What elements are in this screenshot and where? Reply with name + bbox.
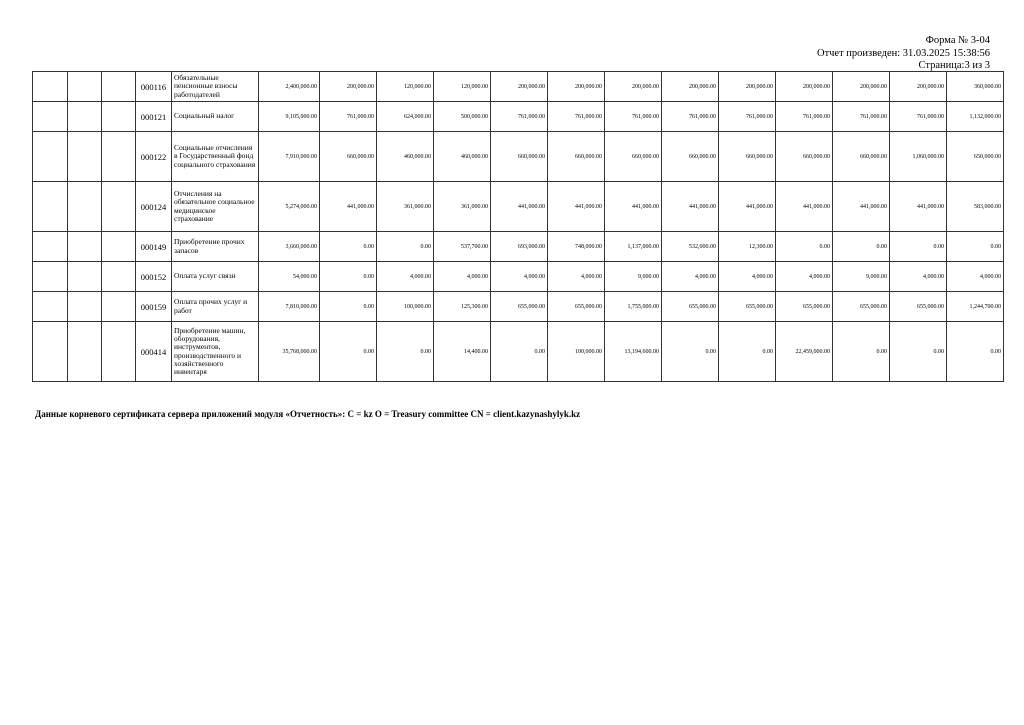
row-total: 7,810,000.00 [259, 292, 320, 322]
row-month-value: 12,300.00 [719, 232, 776, 262]
row-month-value: 441,000.00 [719, 182, 776, 232]
row-month-value: 4,000.00 [776, 262, 833, 292]
row-month-value: 200,000.00 [890, 72, 947, 102]
row-month-value: 360,000.00 [947, 72, 1004, 102]
empty-cell [33, 262, 68, 292]
row-month-value: 761,000.00 [548, 102, 605, 132]
empty-cell [68, 232, 102, 262]
empty-cell [68, 102, 102, 132]
row-month-value: 500,000.00 [434, 102, 491, 132]
row-month-value: 441,000.00 [662, 182, 719, 232]
row-month-value: 441,000.00 [833, 182, 890, 232]
row-month-value: 0.00 [377, 232, 434, 262]
empty-cell [68, 262, 102, 292]
row-month-value: 655,000.00 [833, 292, 890, 322]
page-number: Страница:3 из 3 [918, 60, 990, 71]
row-month-value: 460,000.00 [434, 132, 491, 182]
row-month-value: 4,000.00 [719, 262, 776, 292]
row-total: 3,660,000.00 [259, 232, 320, 262]
row-month-value: 655,000.00 [548, 292, 605, 322]
row-month-value: 4,000.00 [377, 262, 434, 292]
row-code: 000149 [136, 232, 172, 262]
row-month-value: 0.00 [776, 232, 833, 262]
row-month-value: 761,000.00 [776, 102, 833, 132]
row-month-value: 0.00 [890, 322, 947, 382]
row-total: 7,910,000.00 [259, 132, 320, 182]
row-month-value: 14,400.00 [434, 322, 491, 382]
row-month-value: 0.00 [491, 322, 548, 382]
row-month-value: 655,000.00 [776, 292, 833, 322]
row-month-value: 120,000.00 [377, 72, 434, 102]
row-month-value: 1,755,000.00 [605, 292, 662, 322]
table-row [33, 292, 1004, 322]
empty-cell [102, 72, 136, 102]
row-code: 000116 [136, 72, 172, 102]
row-month-value: 9,000.00 [605, 262, 662, 292]
empty-cell [33, 322, 68, 382]
empty-cell [33, 72, 68, 102]
empty-cell [33, 292, 68, 322]
row-month-value: 532,000.00 [662, 232, 719, 262]
empty-cell [68, 182, 102, 232]
empty-cell [102, 232, 136, 262]
row-month-value: 200,000.00 [548, 72, 605, 102]
row-month-value: 4,000.00 [947, 262, 1004, 292]
form-number: Форма № 3-04 [925, 35, 990, 46]
row-name: Социальные отчисления в Государственный фонд социального страхования [172, 132, 259, 182]
row-name: Приобретение прочих запасов [172, 232, 259, 262]
row-month-value: 441,000.00 [605, 182, 662, 232]
row-month-value: 0.00 [833, 322, 890, 382]
row-month-value: 4,000.00 [491, 262, 548, 292]
row-month-value: 693,000.00 [491, 232, 548, 262]
row-month-value: 13,194,600.00 [605, 322, 662, 382]
row-month-value: 624,000.00 [377, 102, 434, 132]
row-month-value: 4,000.00 [662, 262, 719, 292]
row-month-value: 1,137,000.00 [605, 232, 662, 262]
row-month-value: 0.00 [833, 232, 890, 262]
row-month-value: 761,000.00 [890, 102, 947, 132]
row-month-value: 200,000.00 [662, 72, 719, 102]
row-month-value: 655,000.00 [662, 292, 719, 322]
row-month-value: 761,000.00 [833, 102, 890, 132]
row-month-value: 200,000.00 [491, 72, 548, 102]
row-month-value: 1,060,000.00 [890, 132, 947, 182]
row-month-value: 100,000.00 [377, 292, 434, 322]
row-month-value: 660,000.00 [833, 132, 890, 182]
empty-cell [68, 322, 102, 382]
row-month-value: 1,132,000.00 [947, 102, 1004, 132]
row-month-value: 0.00 [320, 262, 377, 292]
empty-cell [102, 262, 136, 292]
empty-cell [68, 132, 102, 182]
row-month-value: 0.00 [320, 322, 377, 382]
row-month-value: 200,000.00 [719, 72, 776, 102]
row-month-value: 583,000.00 [947, 182, 1004, 232]
row-code: 000159 [136, 292, 172, 322]
row-code: 000414 [136, 322, 172, 382]
row-month-value: 4,000.00 [434, 262, 491, 292]
row-month-value: 125,300.00 [434, 292, 491, 322]
row-month-value: 537,700.00 [434, 232, 491, 262]
row-month-value: 361,000.00 [434, 182, 491, 232]
row-month-value: 761,000.00 [605, 102, 662, 132]
row-total: 5,274,000.00 [259, 182, 320, 232]
row-month-value: 655,000.00 [719, 292, 776, 322]
row-month-value: 200,000.00 [776, 72, 833, 102]
row-month-value: 120,000.00 [434, 72, 491, 102]
row-month-value: 1,244,700.00 [947, 292, 1004, 322]
empty-cell [68, 292, 102, 322]
row-month-value: 0.00 [320, 232, 377, 262]
row-month-value: 655,000.00 [491, 292, 548, 322]
row-month-value: 200,000.00 [833, 72, 890, 102]
row-month-value: 0.00 [947, 322, 1004, 382]
row-month-value: 441,000.00 [776, 182, 833, 232]
row-month-value: 660,000.00 [719, 132, 776, 182]
row-month-value: 660,000.00 [491, 132, 548, 182]
row-month-value: 0.00 [377, 322, 434, 382]
row-month-value: 4,000.00 [548, 262, 605, 292]
table-row [33, 232, 1004, 262]
row-month-value: 0.00 [947, 232, 1004, 262]
row-month-value: 650,000.00 [947, 132, 1004, 182]
row-month-value: 4,000.00 [890, 262, 947, 292]
row-month-value: 441,000.00 [491, 182, 548, 232]
empty-cell [102, 182, 136, 232]
row-month-value: 0.00 [320, 292, 377, 322]
row-month-value: 441,000.00 [548, 182, 605, 232]
row-code: 000152 [136, 262, 172, 292]
report-header [817, 35, 990, 73]
row-month-value: 0.00 [719, 322, 776, 382]
report-table [32, 71, 1004, 382]
table-row [33, 322, 1004, 382]
row-total: 35,768,000.00 [259, 322, 320, 382]
row-month-value: 660,000.00 [776, 132, 833, 182]
row-month-value: 361,000.00 [377, 182, 434, 232]
table-row [33, 102, 1004, 132]
certificate-info: Данные корневого сертификата сервера приложений модуля «Отчетность»: C = kz O = Treasury committee CN = client.kazynashylyk.kz [35, 409, 581, 419]
row-total: 2,400,000.00 [259, 72, 320, 102]
empty-cell [68, 72, 102, 102]
row-month-value: 660,000.00 [662, 132, 719, 182]
empty-cell [102, 102, 136, 132]
row-month-value: 761,000.00 [320, 102, 377, 132]
empty-cell [102, 292, 136, 322]
row-name: Отчисления на обязательное социальное медицинское страхование [172, 182, 259, 232]
row-code: 000122 [136, 132, 172, 182]
row-month-value: 441,000.00 [320, 182, 377, 232]
row-month-value: 761,000.00 [662, 102, 719, 132]
empty-cell [33, 232, 68, 262]
row-month-value: 660,000.00 [605, 132, 662, 182]
empty-cell [33, 102, 68, 132]
row-month-value: 200,000.00 [605, 72, 662, 102]
row-month-value: 460,000.00 [377, 132, 434, 182]
row-month-value: 660,000.00 [548, 132, 605, 182]
row-month-value: 0.00 [890, 232, 947, 262]
row-total: 54,000.00 [259, 262, 320, 292]
row-month-value: 200,000.00 [320, 72, 377, 102]
row-name: Оплата услуг связи [172, 262, 259, 292]
row-total: 9,105,000.00 [259, 102, 320, 132]
row-month-value: 761,000.00 [719, 102, 776, 132]
row-month-value: 441,000.00 [890, 182, 947, 232]
row-month-value: 748,000.00 [548, 232, 605, 262]
row-month-value: 660,000.00 [320, 132, 377, 182]
empty-cell [102, 322, 136, 382]
row-name: Оплата прочих услуг и работ [172, 292, 259, 322]
table-row [33, 182, 1004, 232]
empty-cell [33, 132, 68, 182]
row-name: Социальный налог [172, 102, 259, 132]
report-generated: Отчет произведен: 31.03.2025 15:38:56 [816, 47, 990, 59]
table-row [33, 262, 1004, 292]
row-code: 000124 [136, 182, 172, 232]
row-month-value: 9,000.00 [833, 262, 890, 292]
row-code: 000121 [136, 102, 172, 132]
row-month-value: 0.00 [662, 322, 719, 382]
table-row [33, 132, 1004, 182]
row-month-value: 22,459,000.00 [776, 322, 833, 382]
empty-cell [102, 132, 136, 182]
row-month-value: 100,000.00 [548, 322, 605, 382]
row-month-value: 655,000.00 [890, 292, 947, 322]
table-row [33, 72, 1004, 102]
row-name: Обязательные пенсионные взносы работодателей [172, 72, 259, 102]
empty-cell [33, 182, 68, 232]
row-month-value: 761,000.00 [491, 102, 548, 132]
row-name: Приобретение машин, оборудования, инструментов, производственного и хозяйственного инвентаря [172, 322, 259, 382]
